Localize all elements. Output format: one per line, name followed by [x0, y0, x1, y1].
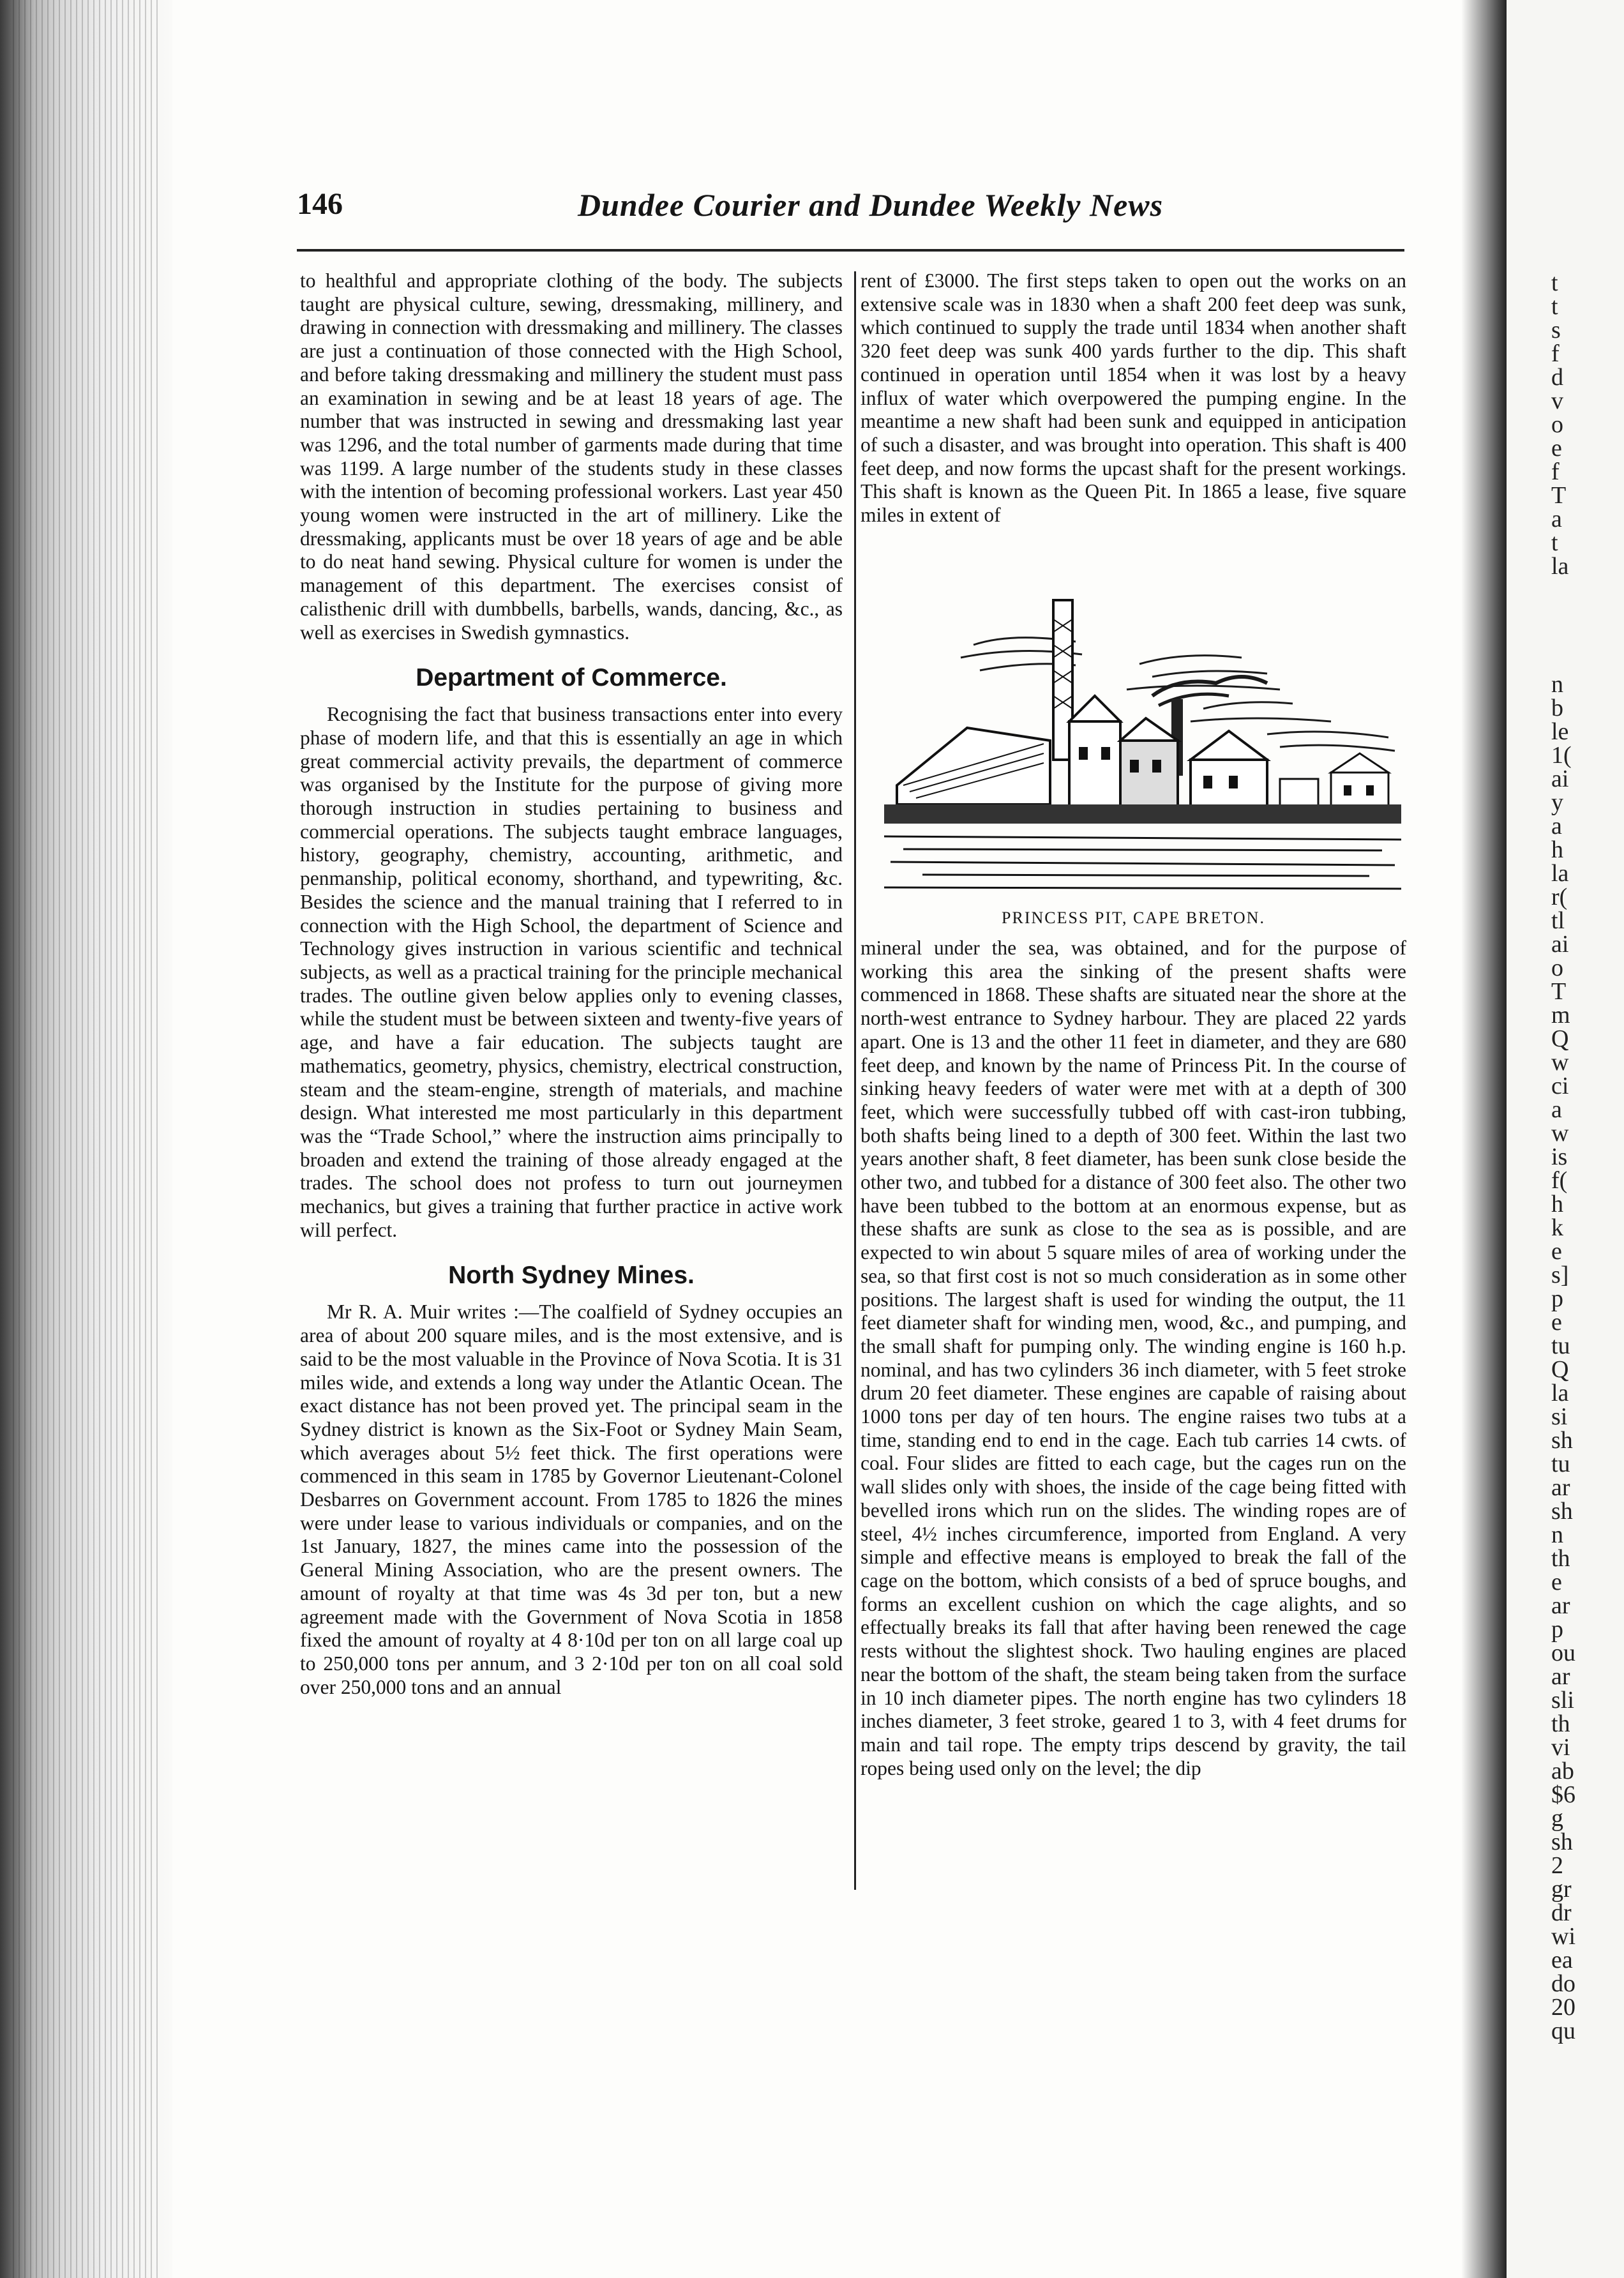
heading-department-of-commerce: Department of Commerce.	[416, 664, 727, 692]
adjacent-page-fragment: t	[1551, 269, 1558, 296]
adjacent-page-fragment: sli	[1551, 1687, 1574, 1714]
header-rule	[297, 249, 1404, 252]
adjacent-page-fragment: la	[1551, 860, 1569, 887]
adjacent-page-fragment: gr	[1551, 1876, 1572, 1903]
adjacent-page-fragment: th	[1551, 1545, 1570, 1572]
adjacent-page-fragment: f	[1551, 340, 1560, 367]
left-column	[300, 269, 843, 1699]
adjacent-page-fragment: si	[1551, 1403, 1568, 1430]
book-gutter	[1462, 0, 1507, 2278]
paragraph-mines: Mr R. A. Muir writes :—The coalfield of Sydney occupies an area of about 200 square miles, and is the most extensive, and is said to be the most valuable in the Province of Nova Scotia. It is 31 miles wide, and extends a long way under the Atlantic Ocean. The exact distance has not been proved yet. The principal seam in the Sydney district is known as the Six-Foot or Sydney Main Seam, which averages about 5½ feet thick. The first operations were commenced in this seam in 1785 by Governor Lieutenant-Colonel Desbarres on Government account. From 1785 to 1826 the mines were under lease to various individuals or companies, and on the 1st January, 1827, the mines came into the possession of the General Mining Association, who are the present owners. The amount of royalty at that time was 4s 3d per ton, but a new agreement made with the Government of Nova Scotia in 1858 fixed the amount of royalty at 4 8·10d per ton on all large coal up to 250,000 tons per annum, and 3 2·10d per ton on all coal sold over 250,000 tons and an annual	[300, 1301, 843, 1698]
adjacent-page-fragment: sh	[1551, 1829, 1573, 1855]
right-column-top	[861, 269, 1406, 527]
adjacent-page-fragment: tu	[1551, 1451, 1570, 1477]
adjacent-page-fragment: la	[1551, 1380, 1569, 1407]
adjacent-page-fragment: sh	[1551, 1498, 1573, 1525]
adjacent-page-fragment: f(	[1551, 1167, 1568, 1194]
adjacent-page-fragment: ou	[1551, 1640, 1575, 1666]
adjacent-page-fragment: n	[1551, 1521, 1563, 1548]
adjacent-page-fragment: do	[1551, 1970, 1575, 1997]
adjacent-page-fragment: dr	[1551, 1899, 1572, 1926]
adjacent-page-fragment: 1(	[1551, 742, 1572, 769]
adjacent-page-fragment: t	[1551, 529, 1558, 556]
adjacent-page-fragment: vi	[1551, 1734, 1570, 1761]
adjacent-page-fragment: b	[1551, 695, 1563, 721]
princess-pit-illustration	[884, 594, 1401, 894]
adjacent-page-fragment: o	[1551, 411, 1563, 438]
adjacent-page-fragment: p	[1551, 1616, 1563, 1643]
adjacent-page-fragment: le	[1551, 718, 1569, 745]
adjacent-page-fragment: th	[1551, 1710, 1570, 1737]
adjacent-page-fragment: ai	[1551, 931, 1569, 958]
adjacent-page-fragment: h	[1551, 836, 1563, 863]
adjacent-page-fragment: tu	[1551, 1332, 1570, 1359]
adjacent-page-fragment: $6	[1551, 1781, 1575, 1808]
adjacent-page-fragment: ab	[1551, 1758, 1574, 1784]
adjacent-page-fragment: t	[1551, 293, 1558, 320]
paragraph-princess-pit: mineral under the sea, was obtained, and for the purpose of working this area the sinking of the present shafts were commenced in 1868. These shafts are situated near the shore at the north-west entrance to Sydney harbour. They are placed 22 yards apart. One is 13 and the other 11 feet in diameter, and they are 680 feet deep, and known by the name of Princess Pit. In the course of sinking heavy feeders of water were met with at a depth of 300 feet, which were successfully tubbed off with cast-iron tubbing, both shafts being lined to a depth of 300 feet. Within the last two years another shaft, 8 feet diameter, has been sunk close beside the other two, and tubbed for a distance of 300 feet also. The other two have been tubbed to the bottom at an enormous expense, but as these shafts are sunk as close to the sea as is possible, and are expected to win about 5 square miles of area of working under the sea, so that first cost is not so much consideration as in some other positions. The largest shaft is used for winding the output, the 11 feet diameter shaft for winding men, wood, &c., and pumping, and the small shaft for pumping only. The winding engine is 160 h.p. nominal, and has two cylinders 36 inch diameter, with 5 feet stroke drum 20 feet diameter. These engines are capable of raising about 1000 tons per day of ten hours. The engine raises two tubs at a time, standing end to end in the cage. Each tub carries 14 cwts. of coal. Four slides are fitted to each cage, but the cages run on the wall slides only with shoes, the inside of the cage being fitted with bevelled irons which run on the slides. The winding ropes are of steel, 4½ inches circumference, imported from England. A very simple and effective means is employed to break the fall of the cage on the bottom, which consists of a bed of spruce boughs, and forms an excellent cushion on which the cage alights, and so effectually breaks its fall that after having been renewed the cage rests without the slightest shock. Two hauling engines are placed near the bottom of the shaft, the steam being taken from the surface in 10 inch diameter pipes. The north engine has two cylinders 18 inches diameter, 3 feet stroke, geared 1 to 3, with 4 feet drums for main and tail rope. The empty trips descend by gravity, the tail ropes being used only on the level; the dip	[861, 937, 1406, 1779]
adjacent-page-fragment: e	[1551, 435, 1562, 462]
adjacent-page-fragment: la	[1551, 553, 1569, 580]
adjacent-page-fragment: Q	[1551, 1356, 1569, 1383]
adjacent-page-fragment: T	[1551, 482, 1567, 509]
adjacent-page-fragment: is	[1551, 1143, 1568, 1170]
adjacent-page-fragment: qu	[1551, 2018, 1575, 2044]
page-header	[297, 186, 1401, 225]
adjacent-page-fragment: T	[1551, 978, 1567, 1005]
adjacent-page-fragment: a	[1551, 813, 1562, 840]
adjacent-page-fragment: a	[1551, 506, 1562, 532]
adjacent-page-fragment: Q	[1551, 1025, 1569, 1052]
paragraph-mine-history: rent of £3000. The first steps taken to open out the works on an extensive scale was in 1830 when a shaft 200 feet deep was sunk, which continued to supply the trade until 1834 when another shaft 320 feet deep was sunk 400 yards further to the dip. This shaft continued in operation until 1854 when it was lost by a heavy influx of water which overpowered the pumping engine. In the meantime a new shaft had been sunk and equipped in anticipation of such a disaster, and was brought into operation. This shaft is 400 feet deep, and now forms the upcast shaft for the present workings. This shaft is known as the Queen Pit. In 1865 a lease, five square miles in extent of	[861, 269, 1406, 527]
adjacent-page-fragment: ai	[1551, 766, 1569, 792]
adjacent-page-fragment: s	[1551, 317, 1561, 343]
adjacent-page-fragment: w	[1551, 1049, 1569, 1076]
adjacent-page-fragment: y	[1551, 789, 1563, 816]
paragraph-physical-culture: to healthful and appropriate clothing of the body. The subjects taught are physical culture, sewing, dressmaking, millinery, and drawing in connection with dressmaking and millinery. The classes are just a continuation of those connected with the High School, and before taking dressmaking and millinery the student must pass an examination in sewing and be at least 18 years of age. The number that was instructed in sewing and dressmaking last year was 1296, and the total number of garments made during that time was 1199. A large number of the students study in these classes with the intention of becoming professional workers. Last year 450 young women were instructed in the art of millinery. Like the dressmaking, applicants must be over 18 years of age and be able to do neat hand sewing. Physical culture for women is under the management of this department. The exercises consist of calisthenic drill with dumbbells, barbells, wands, dancing, &c., as well as exercises in Swedish gymnastics.	[300, 269, 843, 644]
adjacent-page-fragment: wi	[1551, 1923, 1575, 1950]
adjacent-page-fragment: d	[1551, 364, 1563, 391]
adjacent-page-fragment: e	[1551, 1238, 1562, 1265]
adjacent-page-fragment: r(	[1551, 884, 1568, 910]
adjacent-page-fragment: 20	[1551, 1994, 1575, 2021]
adjacent-page-fragment: o	[1551, 954, 1563, 981]
adjacent-page-fragment: h	[1551, 1191, 1563, 1218]
adjacent-page-fragment: s]	[1551, 1262, 1569, 1288]
heading-north-sydney-mines: North Sydney Mines.	[448, 1262, 695, 1290]
adjacent-page-fragment: k	[1551, 1214, 1563, 1241]
adjacent-page-fragment: 2	[1551, 1852, 1563, 1879]
adjacent-page-fragment: f	[1551, 458, 1560, 485]
adjacent-page-fragment: v	[1551, 388, 1563, 414]
paragraph-commerce: Recognising the fact that business transactions enter into every phase of modern life, and that this is essentially an age in which great commercial activity prevails, the department of commerce was organised by the Institute for the purpose of giving more thorough instruction in studies pertaining to business and commercial operations. The subjects taught embrace languages, history, geography, chemistry, accounting, arithmetic, and penmanship, political economy, shorthand, and typewriting, &c. Besides the science and the manual training that I referred to in connection with the High School, the department of Science and Technology gives instruction in various scientific and technical subjects, as well as a practical training for the principle mechanical trades. The outline given below applies only to evening classes, while the student must be between sixteen and twenty-five years of age, and have a fair education. The subjects taught are mathematics, geometry, physics, chemistry, electrical construction, steam and the steam-engine, strength of materials, and machine design. What interested me most particularly in this department was the “Trade School,” where the instruction aims principally to broaden and extend the training of those already engaged at the trades. The school does not profess to turn out journeymen mechanics, but gives a training that further practice in active work will perfect.	[300, 703, 843, 1241]
adjacent-page-fragment: ar	[1551, 1663, 1570, 1690]
adjacent-page-fragment: m	[1551, 1002, 1570, 1029]
adjacent-page-fragment: ea	[1551, 1947, 1573, 1973]
adjacent-page-fragment: tl	[1551, 907, 1565, 934]
adjacent-page-fragment: ci	[1551, 1073, 1569, 1099]
adjacent-page-fragment: w	[1551, 1120, 1569, 1147]
adjacent-page-fragment: ar	[1551, 1474, 1570, 1501]
adjacent-page-fragment: p	[1551, 1285, 1563, 1312]
adjacent-page-fragment: g	[1551, 1805, 1563, 1832]
adjacent-page-fragment: e	[1551, 1309, 1562, 1336]
running-title: Dundee Courier and Dundee Weekly News	[578, 187, 1164, 223]
book-spine-shadow	[0, 0, 172, 2278]
right-column-bottom	[861, 937, 1406, 1780]
page-edge-lines	[13, 0, 160, 2278]
adjacent-page-fragment: n	[1551, 671, 1563, 698]
adjacent-page-fragment: a	[1551, 1096, 1562, 1123]
page-number: 146	[297, 187, 343, 221]
adjacent-page-fragment: ar	[1551, 1592, 1570, 1619]
adjacent-page-fragment: sh	[1551, 1427, 1573, 1454]
adjacent-page-fragment: e	[1551, 1569, 1562, 1595]
column-divider	[854, 271, 856, 1890]
illustration-caption: PRINCESS PIT, CAPE BRETON.	[1002, 909, 1265, 927]
